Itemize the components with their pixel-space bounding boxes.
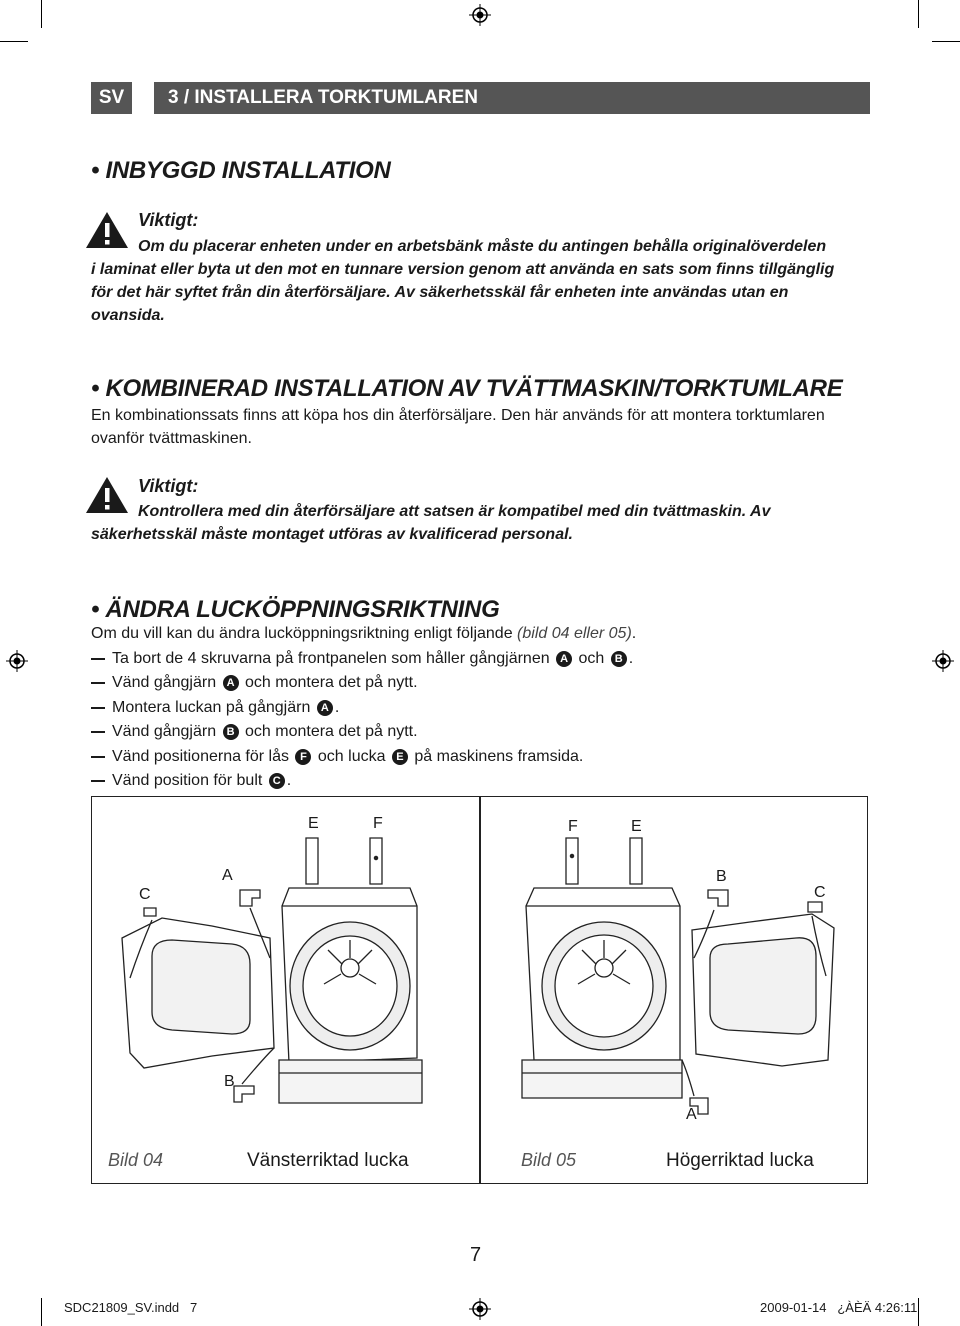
step-text: Ta bort de 4 skruvarna på frontpanelen som håller gångjärnen	[112, 649, 550, 667]
figure-caption-ref: Bild 05	[521, 1150, 577, 1170]
language-tag: SV	[91, 82, 132, 114]
footer-crop-mark	[918, 1298, 919, 1326]
step-item	[91, 671, 851, 696]
part-marker: C	[269, 773, 285, 789]
part-marker: A	[556, 651, 572, 667]
step-text: Vänd gångjärn	[112, 674, 217, 691]
step-item	[91, 720, 851, 745]
step-text: och montera det på nytt.	[245, 723, 418, 740]
step-text: och montera det på nytt.	[245, 674, 418, 691]
registration-mark-icon	[932, 650, 954, 672]
part-label-c: C	[139, 886, 151, 903]
part-marker: B	[223, 724, 239, 740]
warning-line: i laminat eller byta ut den mot en tunnare version genom att använda en sats som finns tillgänglig	[91, 261, 835, 278]
figure-reference: (bild 04 eller 05)	[517, 625, 632, 642]
figure-caption-ref: Bild 04	[108, 1150, 164, 1170]
section-title-built-in: • INBYGGD INSTALLATION	[91, 157, 391, 184]
footer-crop-mark	[41, 1298, 42, 1326]
figure-divider	[479, 796, 481, 1184]
part-label-c: C	[814, 884, 826, 901]
crop-mark	[932, 41, 960, 42]
dash-bullet	[91, 658, 105, 660]
intro-text: Om du vill kan du ändra lucköppningsriktning enligt följande	[91, 625, 513, 642]
page-number: 7	[470, 1244, 482, 1266]
intro-line	[91, 622, 851, 647]
step-text: och lucka	[317, 747, 386, 765]
combined-body	[91, 404, 881, 450]
dash-bullet	[91, 682, 105, 684]
warning-line: Om du placerar enheten under en arbetsbänk måste du antingen behålla originalöverdelen	[138, 238, 827, 255]
dryer-illustration-right	[482, 798, 866, 1138]
dash-bullet	[91, 780, 105, 782]
part-label-a: A	[222, 867, 233, 884]
warning-title: Viktigt:	[138, 210, 199, 230]
crop-mark	[0, 41, 28, 42]
intro-end: .	[631, 625, 637, 642]
step-text: Montera luckan på gångjärn	[112, 698, 311, 716]
part-label-f: F	[568, 818, 578, 835]
part-marker: A	[317, 700, 333, 716]
step-text: Vänd positionerna för lås	[112, 747, 289, 765]
warning-line: säkerhetsskäl måste montaget utföras av kvalificerad personal.	[91, 526, 573, 543]
step-text: .	[628, 649, 634, 667]
part-label-a: A	[686, 1106, 697, 1123]
warning-text	[91, 235, 871, 327]
figure-caption: Högerriktad lucka	[666, 1150, 814, 1171]
door-steps	[91, 622, 851, 794]
step-item	[91, 647, 851, 672]
part-marker: E	[392, 749, 408, 765]
dryer-illustration-left	[92, 798, 478, 1138]
crop-mark	[41, 0, 42, 28]
crop-mark	[918, 0, 919, 28]
part-label-b: B	[224, 1073, 235, 1090]
step-text: på maskinens framsida.	[414, 747, 584, 765]
part-label-e: E	[308, 815, 319, 832]
section-header: 3 / INSTALLERA TORKTUMLAREN	[154, 82, 870, 114]
step-item	[91, 745, 851, 770]
part-label-e: E	[631, 818, 642, 835]
registration-mark-icon	[469, 4, 491, 26]
part-label-f: F	[373, 815, 383, 832]
registration-mark-icon	[6, 650, 28, 672]
body-line: En kombinationssats finns att köpa hos din återförsäljare. Den här används för att montera torktumlaren	[91, 407, 825, 424]
step-text: Vänd gångjärn	[112, 723, 217, 740]
part-label-b: B	[716, 868, 727, 885]
dash-bullet	[91, 731, 105, 733]
part-marker: B	[611, 651, 627, 667]
footer-date: 2009-01-14 ¿ÀÈÄ 4:26:11	[760, 1300, 918, 1315]
step-item	[91, 696, 851, 721]
dash-bullet	[91, 756, 105, 758]
footer-file: SDC21809_SV.indd 7	[64, 1300, 198, 1315]
warning-text	[91, 500, 871, 546]
body-line: ovanför tvättmaskinen.	[91, 430, 252, 447]
section-title-door-direction: • ÄNDRA LUCKÖPPNINGSRIKTNING	[91, 596, 500, 623]
step-text: .	[334, 698, 340, 716]
step-text: och	[578, 649, 605, 667]
step-text: .	[286, 772, 292, 789]
part-marker: F	[295, 749, 311, 765]
registration-mark-icon	[469, 1298, 491, 1320]
warning-line: för det här syftet från din återförsäljare. Av säkerhetsskäl får enheten inte användas utan en	[91, 284, 789, 301]
warning-title: Viktigt:	[138, 476, 199, 496]
warning-line: Kontrollera med din återförsäljare att satsen är kompatibel med din tvättmaskin. Av	[138, 503, 771, 520]
dash-bullet	[91, 707, 105, 709]
section-title-combined: • KOMBINERAD INSTALLATION AV TVÄTTMASKIN/TORKTUMLARE	[91, 375, 843, 402]
figure-caption: Vänsterriktad lucka	[247, 1150, 409, 1171]
warning-line: ovansida.	[91, 307, 165, 324]
step-item	[91, 769, 851, 794]
part-marker: A	[223, 675, 239, 691]
step-text: Vänd position för bult	[112, 772, 263, 789]
